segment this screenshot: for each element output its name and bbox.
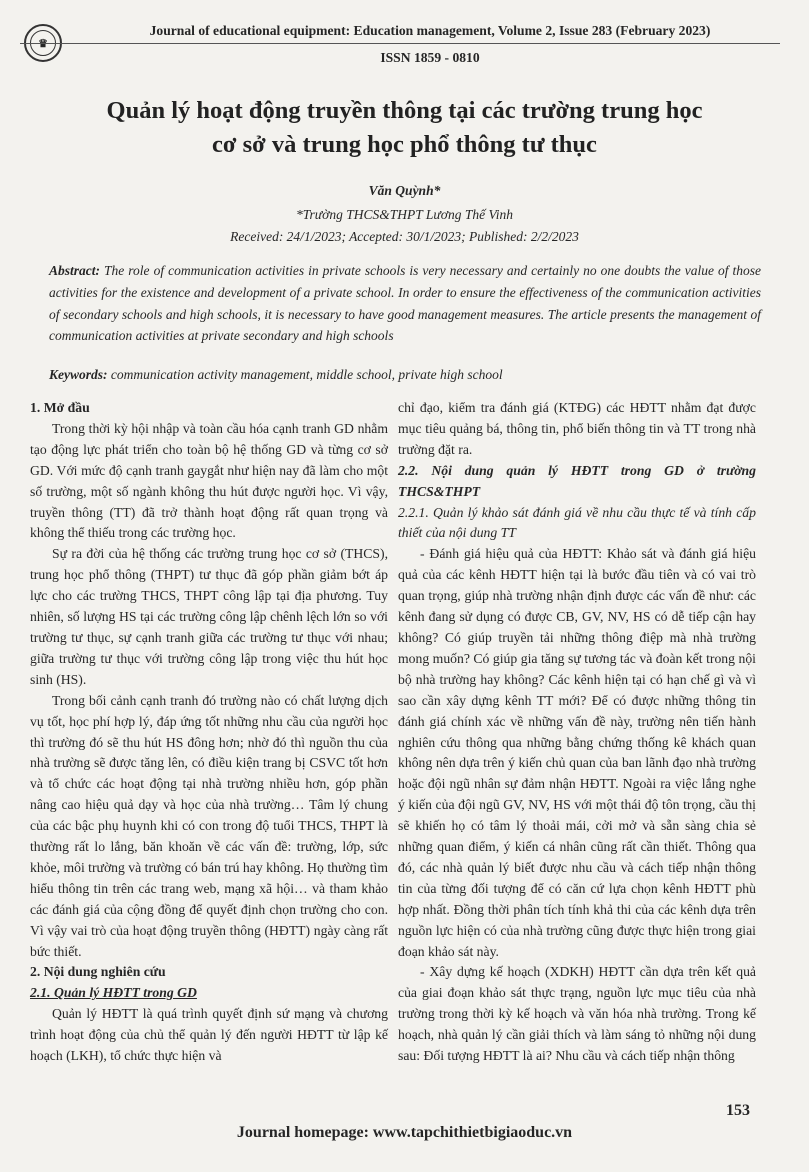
keywords: [49, 365, 761, 385]
paragraph: chỉ đạo, kiểm tra đánh giá (KTĐG) các HĐTT nhằm đạt được mục tiêu quảng bá, thông tin, phổ biến thông tin và TT trong nhà trường đặt ra.: [398, 400, 756, 457]
left-column: [30, 398, 388, 1067]
abstract: [49, 260, 761, 347]
abstract-label: Abstract:: [49, 263, 101, 278]
right-column: [398, 398, 756, 1067]
keywords-label: Keywords:: [49, 367, 108, 382]
article-title-line-2: cơ sở và trung học phổ thông tư thục: [212, 131, 597, 158]
affiliation: *Trường THCS&THPT Lương Thế Vinh: [296, 207, 513, 222]
author: Văn Quỳnh*: [368, 183, 441, 198]
paragraph: Trong bối cảnh cạnh tranh đó trường nào có chất lượng dịch vụ tốt, học phí hợp lý, đáp ứng tốt những nhu cầu của người học thì trường đó sẽ thu hút HS đông hơn; nhờ đó thì nguồn thu của nhà trường sẽ được tăng lên, có điều kiện trang bị CSVC tốt hơn và tổ chức các hoạt động tại nhà trường nhiều hơn, góp phần nâng cao hiệu quả dạy và học của nhà trường… Tâm lý chung của các bậc phụ huynh khi có con trong độ tuổi THCS, THPT là thường rất lo lắng, băn khoăn về các vấn đề: trường, lớp, sức khỏe, môi trường và trường có bán trú hay không. Họ thường tìm hiểu thông tin trên các trang web, mạng xã hội… và tham khảo các đánh giá của cộng đồng để quyết định chọn trường cho con. Vì vậy vai trò của hoạt động truyền thông (HĐTT) ngày càng rất bức thiết.: [30, 692, 388, 959]
section-heading: 2. Nội dung nghiên cứu: [30, 964, 166, 980]
paragraph: - Đánh giá hiệu quả của HĐTT: Khảo sát và đánh giá hiệu quả của các kênh HĐTT hiện tại là bước đầu tiên và có vai trò quan trọng, giúp nhà trường nhận định được các vấn đề như: các kênh đang sử dụng có được CB, GV, NV, HS có dễ tiếp cận hay không? Có giúp truyền tải những thông điệp mà nhà trường mong muốn? Có giúp gia tăng sự tương tác và đoàn kết trong nội bộ nhà trường hay không? Các kênh hiện tại có hạn chế gì và vì sao cần xây dựng kênh TT mới? Để có được những thông tin đánh giá chính xác về những vấn đề này, trường nên tiến hành nghiên cứu thông qua những bằng chứng thống kê khách quan không nên dựa trên ý kiến chủ quan của ban lãnh đạo nhà trường hoặc đội ngũ nhân sự đảm nhận HĐTT. Ngoài ra việc lắng nghe ý kiến của đội ngũ GV, NV, HS với một thái độ tôn trọng, cầu thị sẽ khiến họ có tâm lý thoải mái, cởi mở và sẵn sàng chia sẻ những quan điểm, ý kiến cá nhân cũng rất cần thiết. Thông qua đó, các nhà quản lý biết được nhu cầu và cách tiếp nhận thông tin của từng đối tượng để có căn cứ lựa chọn kênh HĐTT phù hợp nhất. Đồng thời phân tích tính khả thi của các kênh dựa trên nguồn lực hiện có của nhà trường cũng được thực hiện trong giai đoạn khảo sát này.: [398, 546, 756, 959]
publication-dates: Received: 24/1/2023; Accepted: 30/1/2023; Published: 2/2/2023: [230, 229, 579, 244]
header-divider: [20, 43, 780, 44]
article-title-line-1: Quản lý hoạt động truyền thông tại các trường trung học: [106, 97, 703, 124]
journal-homepage-footer: Journal homepage: www.tapchithietbigiaoduc.vn: [236, 1124, 573, 1141]
paragraph: Sự ra đời của hệ thống các trường trung học cơ sở (THCS), trung học phổ thông (THPT) tư thục đã góp phần giảm bớt áp lực cho các trường THCS, THPT công lập tại địa phương. Tuy nhiên, số lượng HS tại các trường công lập chênh lệch lớn so với trường tư thục, sự cạnh tranh giữa các trường tư thục với nhau; giữa trường tư thục với trường công lập trong việc thu hút học sinh (HS).: [30, 546, 388, 687]
subsection-heading: 2.2. Nội dung quản lý HĐTT trong GD ở trường THCS&THPT: [398, 462, 756, 499]
paragraph: Trong thời kỳ hội nhập và toàn cầu hóa cạnh tranh GD nhằm tạo động lực phát triển cho toàn bộ hệ thống GD và từng cơ sở GD. Với mức độ cạnh tranh gaygắt như hiện nay đã làm cho một số trường, một số ngành không thu hút được người học. Vì vậy, truyền thông (TT) đã trở thành hoạt động rất quan trọng và không thể thiếu trong các trường học.: [30, 420, 388, 541]
abstract-text: The role of communication activities in private schools is very necessary and certainly no one doubts the value of those activities for the existence and development of a private school. In order to ensure the effectiveness of the communication activities of secondary schools and high schools, it is necessary to have good management measures. The article presents the management of communication activities at private secondary and high schools: [49, 263, 761, 344]
paragraph: Quản lý HĐTT là quá trình quyết định sứ mạng và chương trình hoạt động của chủ thể quản lý đến người HĐTT từ lập kế hoạch (LKH), tổ chức thực hiện và: [30, 1006, 388, 1064]
section-heading: 1. Mở đầu: [30, 400, 90, 415]
subsection-heading: 2.1. Quản lý HĐTT trong GD: [30, 985, 197, 1001]
article-title: [30, 94, 779, 162]
page-number: 153: [726, 1102, 750, 1119]
paragraph: - Xây dựng kế hoạch (XDKH) HĐTT cần dựa trên kết quả của giai đoạn khảo sát thực trạng, nguồn lực mục tiêu của nhà trường trong thời kỳ kế hoạch và văn hóa nhà trường. Trong kế hoạch, nhà quản lý cần giải thích và làm sáng tỏ những nội dung sau: Đối tượng HĐTT là ai? Nhu cầu và cách tiếp nhận thông: [398, 964, 756, 1064]
keywords-text: communication activity management, middle school, private high school: [107, 367, 503, 382]
subsubsection-heading: 2.2.1. Quản lý khảo sát đánh giá về nhu cầu thực tế và tính cấp thiết của nội dung TT: [398, 504, 756, 541]
journal-header: Journal of educational equipment: Education management, Volume 2, Issue 283 (February 2023): [149, 23, 711, 38]
journal-logo-emblem-icon: ♛: [30, 30, 56, 56]
issn: ISSN 1859 - 0810: [380, 50, 480, 65]
